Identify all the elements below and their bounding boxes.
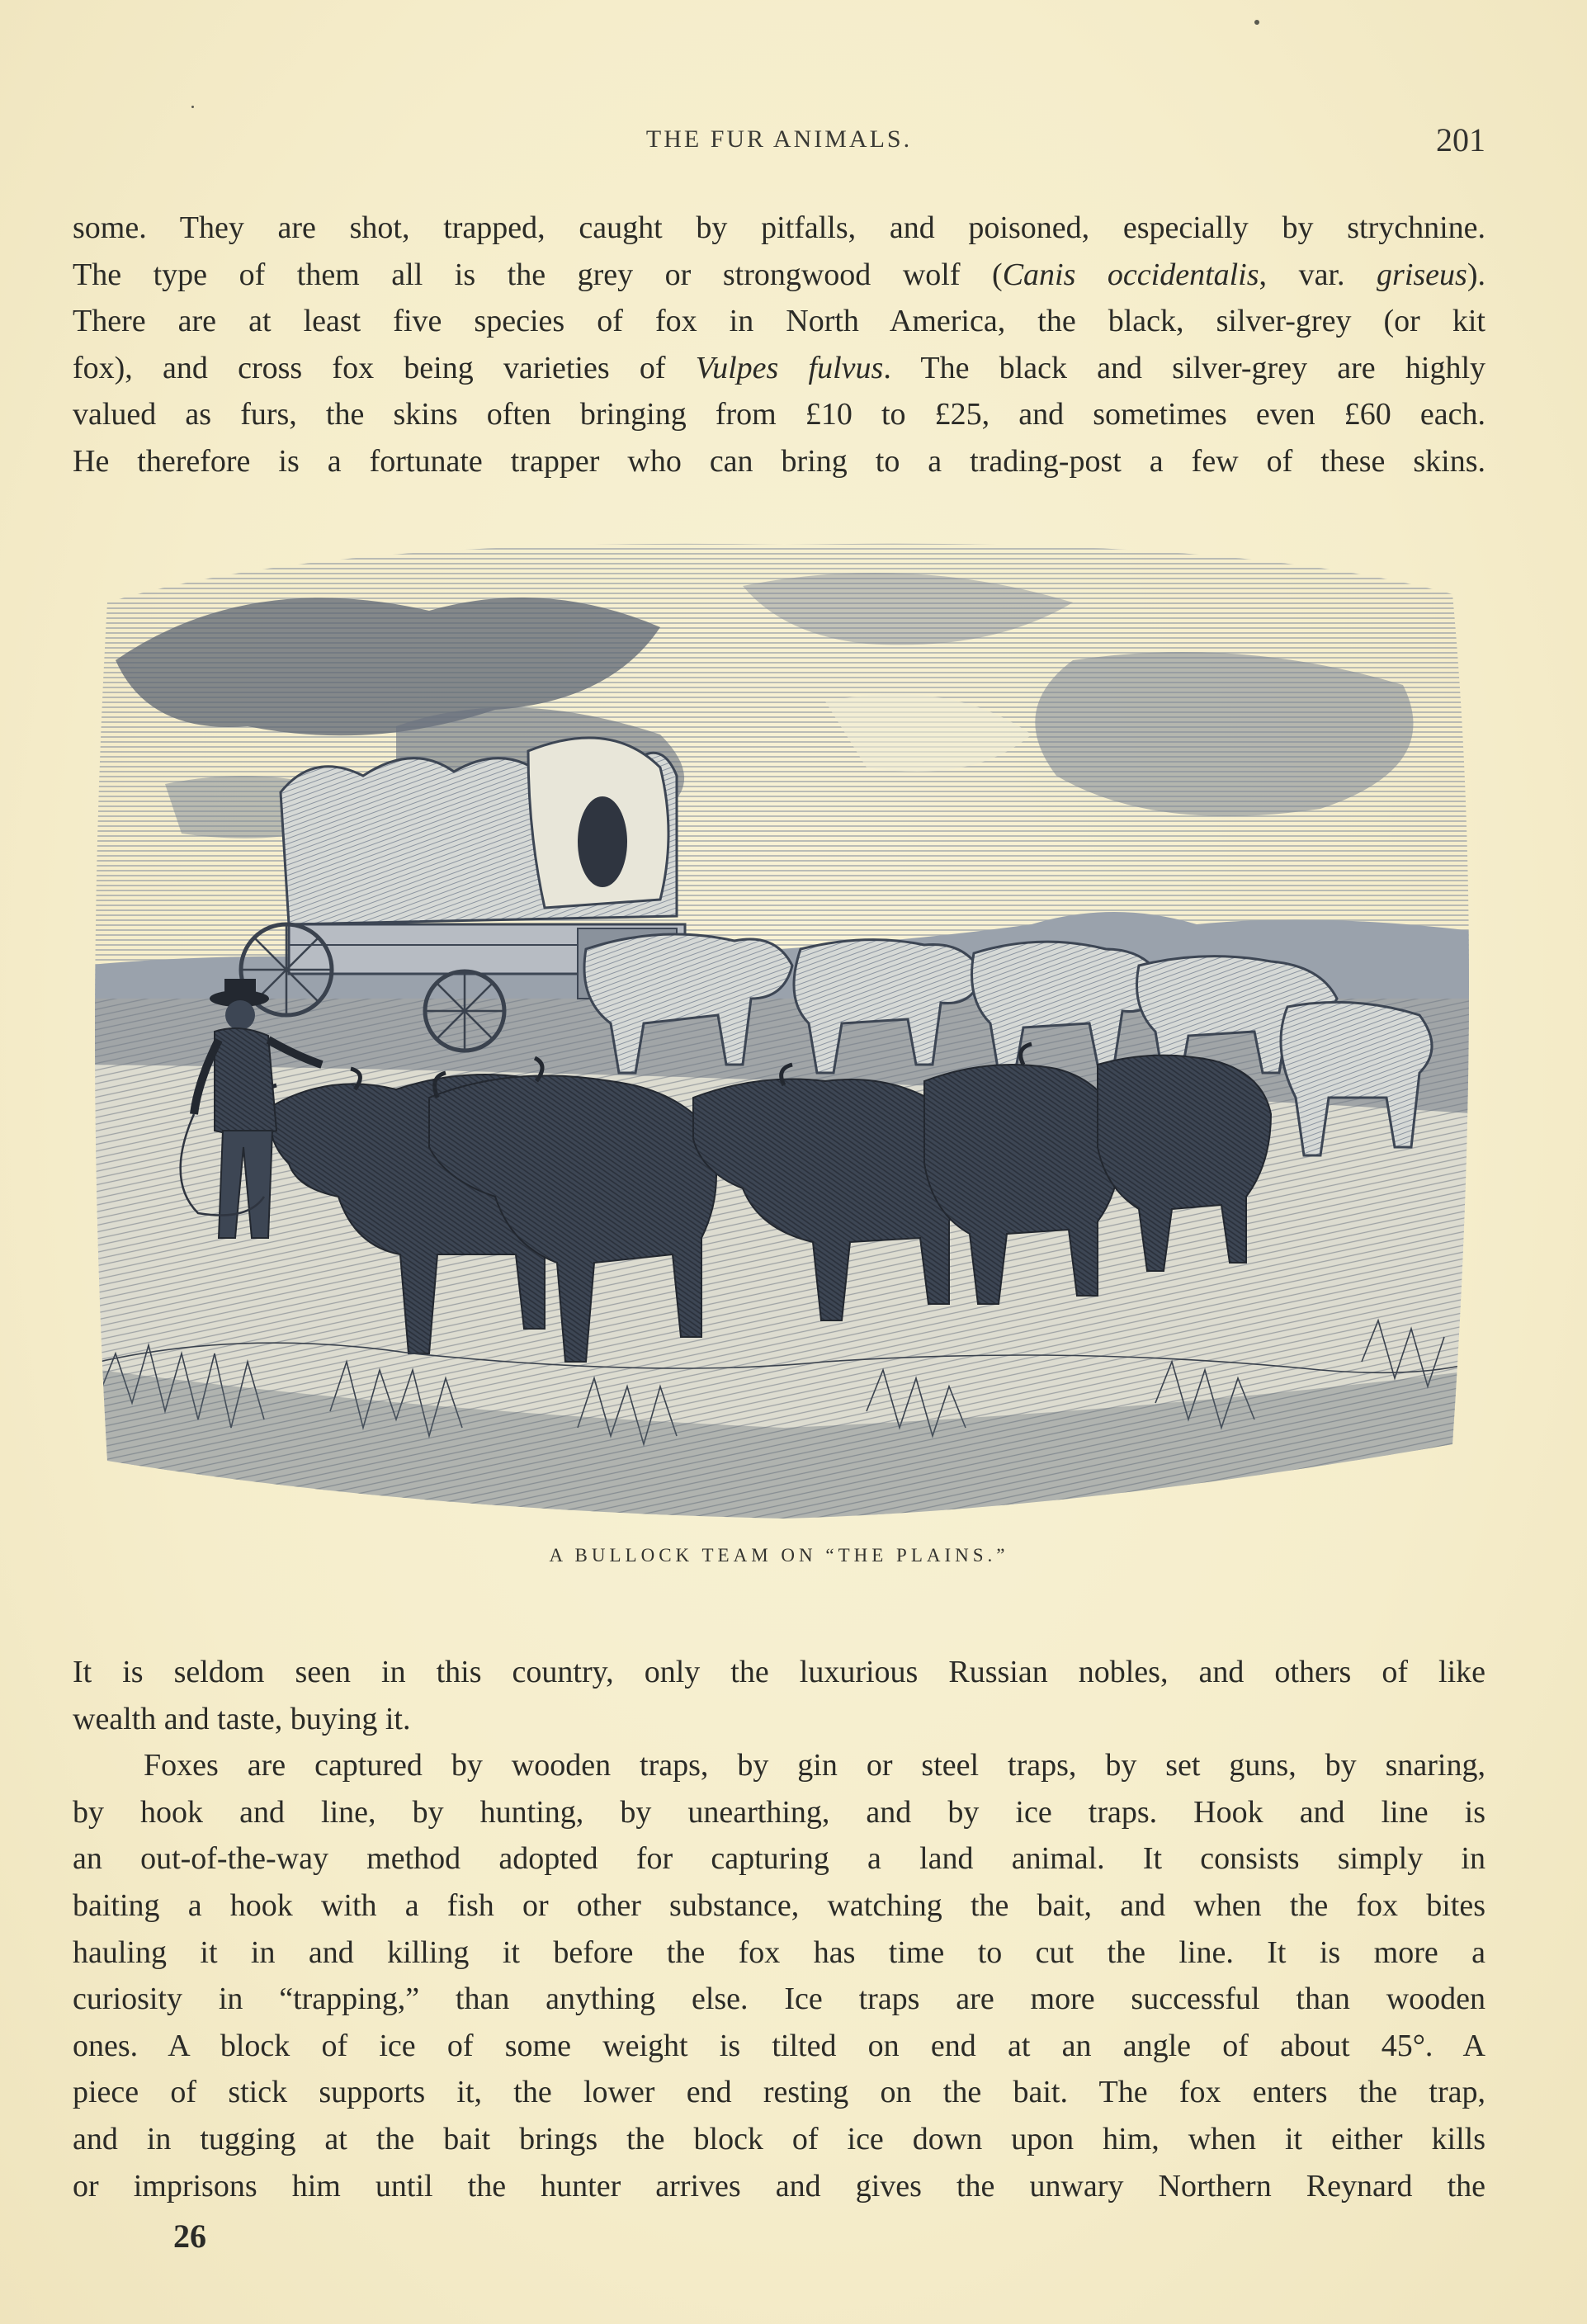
text-line: There are at least five species of fox in North America, the black, silver-grey (or kit	[73, 304, 1485, 339]
text-line: He therefore is a fortunate trapper who can bring to a trading-post a few of these skins.	[73, 443, 1485, 479]
text-line: The type of them all is the grey or strongwood wolf (Canis occidentalis, var. griseus).	[73, 257, 1485, 292]
text-line: an out-of-the-way method adopted for capturing a land animal. It consists simply in	[73, 1841, 1485, 1877]
latin-name: griseus	[1377, 257, 1467, 292]
text-line: It is seldom seen in this country, only the luxurious Russian nobles, and others of like	[73, 1655, 1485, 1689]
page-header	[73, 121, 1485, 167]
engraving-bullock-team	[83, 536, 1485, 1527]
signature-mark: 26	[173, 2218, 206, 2255]
text-line: wealth and taste, buying it.	[73, 1701, 411, 1736]
text-line: Foxes are captured by wooden traps, by gin or steel traps, by set guns, by snaring,	[144, 1748, 1485, 1783]
text-line: fox), and cross fox being varieties of Vulpes fulvus. The black and silver-grey are highly	[73, 350, 1486, 385]
page-number: 201	[1436, 121, 1485, 158]
latin-name: Canis occidentalis	[1002, 257, 1259, 292]
text-line: and in tugging at the bait brings the block of ice down upon him, when it either kills	[73, 2121, 1485, 2156]
illustration-caption: A BULLOCK TEAM ON “THE PLAINS.”	[549, 1545, 1009, 1566]
text-line: hauling it in and killing it before the fox has time to cut the line. It is more a	[73, 1934, 1485, 1970]
bottom-text	[73, 1649, 1485, 2209]
text-line: curiosity in “trapping,” than anything else. Ice traps are more successful than wooden	[73, 1982, 1485, 2017]
top-paragraph	[73, 205, 1485, 485]
ink-speck	[191, 106, 194, 108]
text-line: by hook and line, by hunting, by unearthing, and by ice traps. Hook and line is	[73, 1794, 1485, 1830]
text-line: valued as furs, the skins often bringing from £10 to £25, and sometimes even £60 each.	[73, 397, 1485, 432]
text-line: or imprisons him until the hunter arrives and gives the unwary Northern Reynard the	[73, 2168, 1485, 2204]
text-line: piece of stick supports it, the lower end resting on the bait. The fox enters the trap,	[73, 2075, 1485, 2110]
text-line: some. They are shot, trapped, caught by pitfalls, and poisoned, especially by strychnine.	[73, 210, 1485, 245]
latin-name: Vulpes fulvus	[695, 350, 884, 385]
text-line: ones. A block of ice of some weight is tilted on end at an angle of about 45°. A	[73, 2028, 1485, 2063]
text-line: baiting a hook with a fish or other substance, watching the bait, and when the fox bites	[73, 1887, 1485, 1923]
ink-speck	[1254, 20, 1259, 25]
running-head: THE FUR ANIMALS.	[645, 125, 913, 153]
